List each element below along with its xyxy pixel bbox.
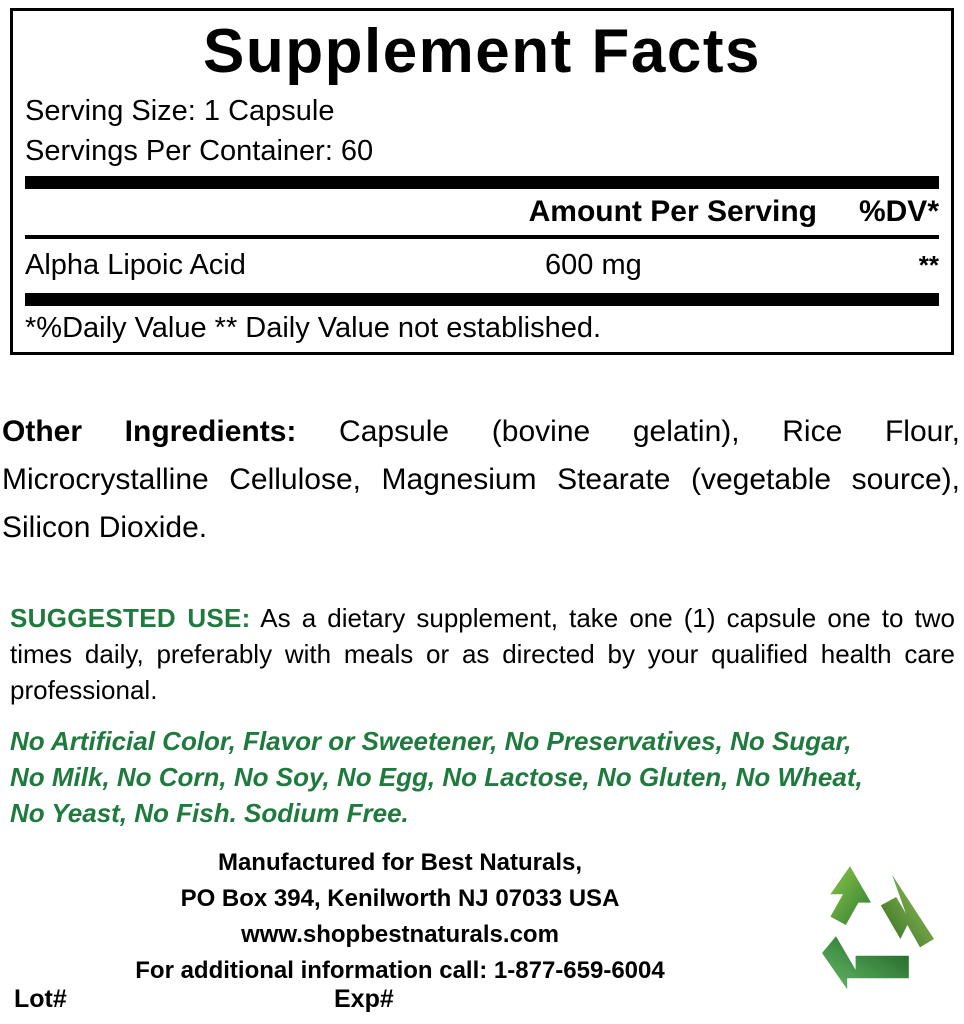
ingredient-daily-value: ** [918,250,939,280]
manufacturer-address: PO Box 394, Kenilworth NJ 07033 USA [180,885,620,912]
recycle-icon [804,855,952,995]
servings-per-container-text: Servings Per Container: 60 [25,135,374,167]
free-from-claims-block [10,723,955,831]
daily-value-footnote: *%Daily Value ** Daily Value not established. [25,312,602,344]
supplement-facts-panel [10,8,954,355]
divider-thick-bottom [25,293,939,306]
serving-size-text: Serving Size: 1 Capsule [25,95,335,127]
table-row [25,239,939,293]
claims-line-2: No Milk, No Corn, No Soy, No Egg, No Lactose, No Gluten, No Wheat, [10,762,863,792]
ingredient-name: Alpha Lipoic Acid [25,249,246,281]
manufacturer-name: Manufactured for Best Naturals, [217,849,583,876]
suggested-use-label: SUGGESTED USE: [10,603,251,633]
suggested-use-text: As a dietary supplement, take one (1) capsule one to two times daily, preferably with meals or as directed by your qualified health care professional. [10,603,955,705]
ingredient-amount: 600 mg [545,249,642,281]
manufacturer-website: www.shopbestnaturals.com [241,921,559,948]
expiry-label: Exp# [334,985,394,1013]
other-ingredients-block [2,408,960,552]
claims-line-3: No Yeast, No Fish. Sodium Free. [10,798,409,828]
other-ingredients-text: Capsule (bovine gelatin), Rice Flour, Microcrystalline Cellulose, Magnesium Stearate (vegetable source), Silicon Dioxide. [2,415,960,544]
batch-info-row [14,985,714,1014]
other-ingredients-label: Other Ingredients: [2,415,297,448]
page-title: Supplement Facts [203,17,761,86]
suggested-use-block [10,600,955,708]
daily-value-header: %DV* [858,195,939,228]
manufacturer-block [10,845,790,989]
claims-line-1: No Artificial Color, Flavor or Sweetener, No Preservatives, No Sugar, [10,726,852,756]
amount-header-row [25,189,939,235]
amount-per-serving-header: Amount Per Serving [528,195,817,228]
divider-thick-top [25,176,939,189]
lot-number-label: Lot# [14,985,67,1013]
manufacturer-phone: For additional information call: 1-877-659-6004 [135,957,665,984]
